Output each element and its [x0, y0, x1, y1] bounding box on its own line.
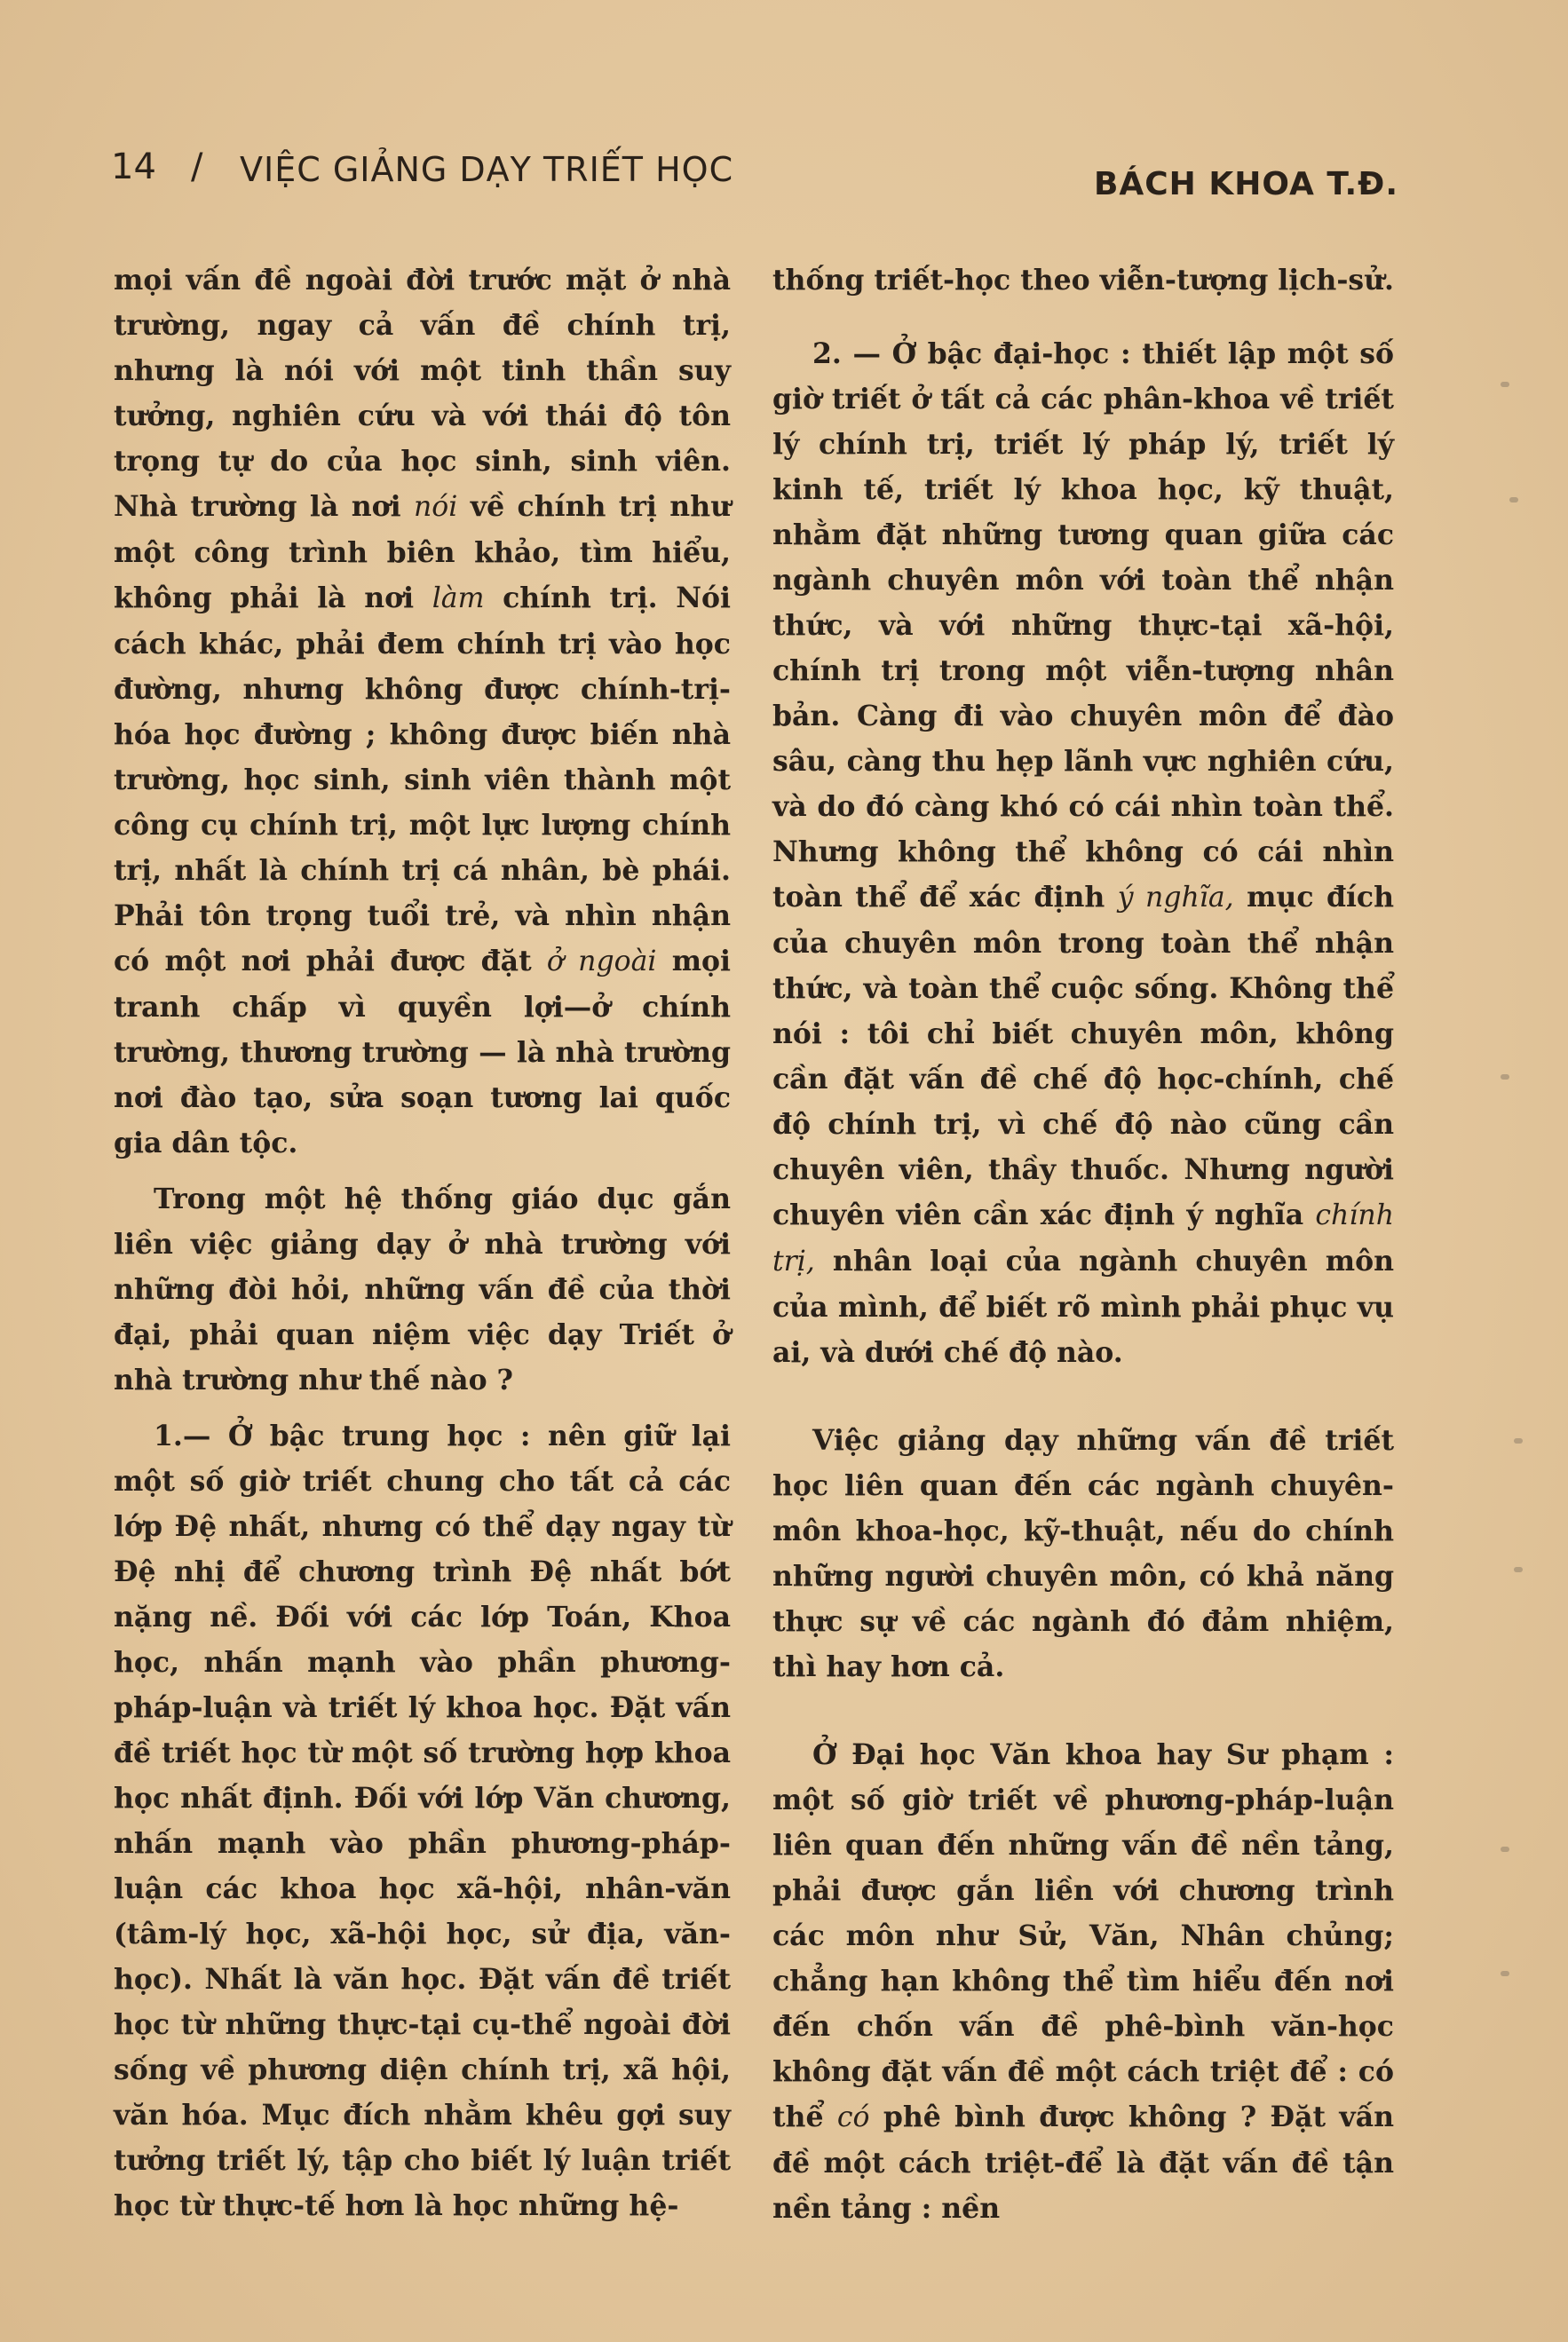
paper-speck: [1501, 1971, 1509, 1976]
section-label: 2. — Ở bậc đại-học :: [812, 337, 1131, 370]
paper-speck: [1501, 1074, 1509, 1080]
paper-speck: [1509, 497, 1518, 502]
paragraph: mọi vấn đề ngoài đời trước mặt ở nhà trường, ngay cả vấn đề chính trị, nhưng là nói với một tinh thần suy tưởng, nghiên cứu và với thái độ tôn trọng tự do của học sinh, sinh viên. Nhà trường là nơi nói về chính trị như một công trình biên khảo, tìm hiểu, không phải là nơi làm chính trị. Nói cách khác, phải đem chính trị vào học đường, nhưng không được chính-trị-hóa học đường ; không được biến nhà trường, học sinh, sinh viên thành một công cụ chính trị, một lực lượng chính trị, nhất là chính trị cá nhân, bè phái. Phải tôn trọng tuổi trẻ, và nhìn nhận có một nơi phải được đặt ở ngoài mọi tranh chấp vì quyền lợi—ở chính trường, thương trường — là nhà trường nơi đào tạo, sửa soạn tương lai quốc gia dân tộc.: [114, 264, 732, 1159]
paragraph: Ở Đại học Văn khoa hay Sư phạm : một số giờ triết về phương-pháp-luận liên quan đến những vấn đề nền tảng, phải được gắn liền với chương trình các môn như Sử, Văn, Nhân chủng; chẳng hạn không thể tìm hiểu đến nơi đến chốn vấn đề phê-bình văn-học không đặt vấn đề một cách triệt để : có thể có phê bình được không ? Đặt vấn đề một cách triệt-để là đặt vấn đề tận nền tảng : nền: [772, 1738, 1395, 2225]
section-label: 1.— Ở bậc trung học :: [154, 1420, 531, 1452]
paper-speck: [1514, 1567, 1523, 1572]
right-column: [772, 257, 1394, 2231]
left-column: [114, 257, 731, 2228]
paragraph: 2. — Ở bậc đại-học : thiết lập một số giờ triết ở tất cả các phân-khoa về triết lý chính trị, triết lý pháp lý, triết lý kinh tế, triết lý khoa học, kỹ thuật, nhằm đặt những tương quan giữa các ngành chuyên môn với toàn thể nhận thức, và với những thực-tại xã-hội, chính trị trong một viễn-tượng nhân bản. Càng đi vào chuyên môn để đào sâu, càng thu hẹp lãnh vực nghiên cứu, và do đó càng khó có cái nhìn toàn thể. Nhưng không thể không có cái nhìn toàn thể để xác định ý nghĩa, mục đích của chuyên môn trong toàn thể nhận thức, và toàn thể cuộc sống. Không thể nói : tôi chỉ biết chuyên môn, không cần đặt vấn đề chế độ học-chính, chế độ chính trị, vì chế độ nào cũng cần chuyên viên, thầy thuốc. Nhưng người chuyên viên cần xác định ý nghĩa chính trị, nhân loại của ngành chuyên môn của mình, để biết rõ mình phải phục vụ ai, và dưới chế độ nào.: [772, 337, 1395, 1369]
paragraph: thống triết-học theo viễn-tượng lịch-sử.: [772, 264, 1394, 297]
journal-title: BÁCH KHOA T.Đ.: [1093, 166, 1398, 202]
running-title: VIỆC GIẢNG DẠY TRIẾT HỌC: [240, 150, 734, 189]
paragraph: 1.— Ở bậc trung học : nên giữ lại một số giờ triết chung cho tất cả các lớp Đệ nhất, nhưng có thể dạy ngay từ Đệ nhị để chương trình Đệ nhất bớt nặng nề. Đối với các lớp Toán, Khoa học, nhấn mạnh vào phần phương-pháp-luận và triết lý khoa học. Đặt vấn đề triết học từ một số trường hợp khoa học nhất định. Đối với lớp Văn chương, nhấn mạnh vào phần phương-pháp-luận các khoa học xã-hội, nhân-văn (tâm-lý học, xã-hội học, sử địa, văn-học). Nhất là văn học. Đặt vấn đề triết học từ những thực-tại cụ-thể ngoài đời sống về phương diện chính trị, xã hội, văn hóa. Mục đích nhằm khêu gợi suy tưởng triết lý, tập cho biết lý luận triết học từ thực-tế hơn là học những hệ-: [114, 1420, 732, 2222]
page-header: [111, 146, 1398, 200]
paper-speck: [1501, 382, 1509, 387]
paper-speck: [1514, 1438, 1523, 1444]
header-separator: /: [191, 146, 203, 187]
page-number: 14: [111, 146, 156, 187]
paragraph: Việc giảng dạy những vấn đề triết học liên quan đến các ngành chuyên-môn khoa-học, kỹ-thuật, nếu do chính những người chuyên môn, có khả năng thực sự về các ngành đó đảm nhiệm, thì hay hơn cả.: [772, 1424, 1394, 1683]
paragraph: Trong một hệ thống giáo dục gắn liền việc giảng dạy ở nhà trường với những đòi hỏi, những vấn đề của thời đại, phải quan niệm việc dạy Triết ở nhà trường như thế nào ?: [114, 1183, 731, 1396]
paper-speck: [1501, 1847, 1509, 1852]
